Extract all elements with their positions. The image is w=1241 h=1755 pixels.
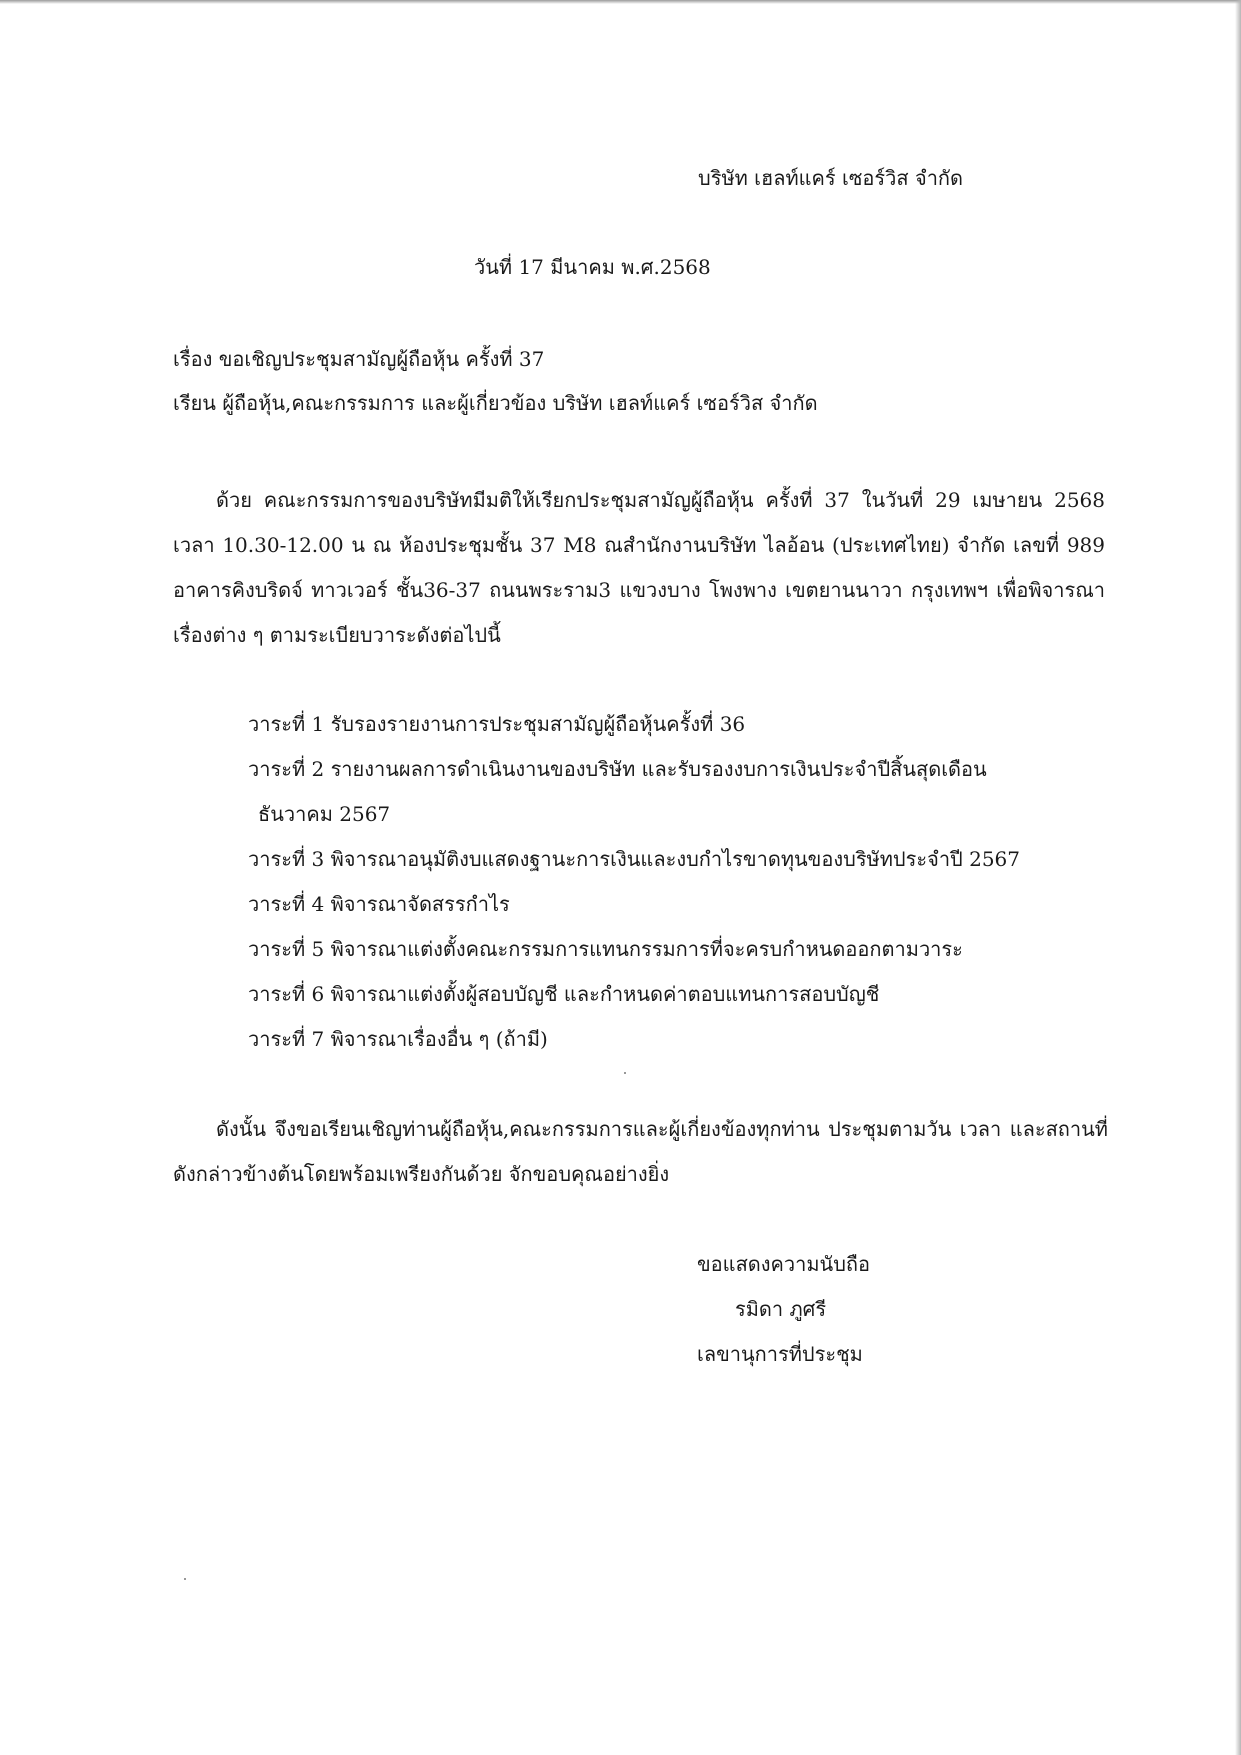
agenda-item-text: วาระที่ 3 พิจารณาอนุมัติงบแสดงฐานะการเงินและงบกำไรขาดทุนของบริษัทประจำปี 2567 (248, 847, 1021, 871)
agenda-item-text: วาระที่ 4 พิจารณาจัดสรรกำไร (248, 892, 510, 916)
agenda-item-4 (248, 882, 1108, 927)
agenda-item-5 (248, 927, 1108, 972)
page-top-edge (0, 0, 1241, 4)
agenda-item-text: วาระที่ 7 พิจารณาเรื่องอื่น ๆ (ถ้ามี) (248, 1027, 548, 1051)
signature-title: เลขานุการที่ประชุม (697, 1342, 863, 1366)
body-paragraph-intro: ด้วย คณะกรรมการของบริษัทมีมติให้เรียกประชุมสามัญผู้ถือหุ้น ครั้งที่ 37 ในวันที่ 29 เมษายน 2568 เวลา 10.30-12.00 น ณ ห้องประชุมชั้น 37 M8 ณสำนักงานบริษัท ไลอ้อน (ประเทศไทย) จำกัด เลขที่ 989 อาคารคิงบริดจ์ ทาวเวอร์ ชั้น36-37 ถนนพระราม3 แขวงบาง โพงพาง เขตยานนาวา กรุงเทพฯ เพื่อพิจารณาเรื่องต่าง ๆ ตามระเบียบวาระดังต่อไปนี้ (173, 488, 1105, 647)
page-right-edge (1235, 0, 1241, 1755)
signature-name: รมิดา ภูศรี (735, 1297, 827, 1321)
letter-subject: เรื่อง ขอเชิญประชุมสามัญผู้ถือหุ้น ครั้งที่ 37 (173, 347, 545, 371)
scan-speck (184, 1578, 186, 1580)
agenda-item-continuation: ธันวาคม 2567 (258, 802, 391, 826)
agenda-item-7 (248, 1017, 1108, 1062)
agenda-list (248, 702, 1108, 1062)
agenda-item-1 (248, 702, 1108, 747)
agenda-item-text: วาระที่ 6 พิจารณาแต่งตั้งผู้สอบบัญชี และกำหนดค่าตอบแทนการสอบบัญชี (248, 982, 880, 1006)
agenda-item-text: วาระที่ 1 รับรองรายงานการประชุมสามัญผู้ถือหุ้นครั้งที่ 36 (248, 712, 746, 736)
company-name: บริษัท เฮลท์แคร์ เซอร์วิส จำกัด (698, 166, 964, 190)
letter-date: วันที่ 17 มีนาคม พ.ศ.2568 (474, 255, 711, 279)
agenda-item-3 (248, 837, 1108, 882)
agenda-item-2 (248, 747, 1108, 837)
body-paragraph-invitation: ดังนั้น จึงขอเรียนเชิญท่านผู้ถือหุ้น,คณะกรรมการและผู้เกี่ยงข้องทุกท่าน ประชุมตามวัน เวลา และสถานที่ดังกล่าวข้างต้นโดยพร้อมเพรียงกันด้วย จักขอบคุณอย่างยิ่ง (173, 1117, 1108, 1186)
agenda-item-6 (248, 972, 1108, 1017)
scan-speck (624, 1072, 626, 1074)
letter-recipient: เรียน ผู้ถือหุ้น,คณะกรรมการ และผู้เกี่ยวข้อง บริษัท เฮลท์แคร์ เซอร์วิส จำกัด (173, 391, 818, 415)
agenda-item-text: วาระที่ 2 รายงานผลการดำเนินงานของบริษัท และรับรองงบการเงินประจำปีสิ้นสุดเดือน (248, 757, 987, 781)
signature-closing: ขอแสดงความนับถือ (697, 1252, 871, 1276)
agenda-item-text: วาระที่ 5 พิจารณาแต่งตั้งคณะกรรมการแทนกรรมการที่จะครบกำหนดออกตามวาระ (248, 937, 963, 961)
